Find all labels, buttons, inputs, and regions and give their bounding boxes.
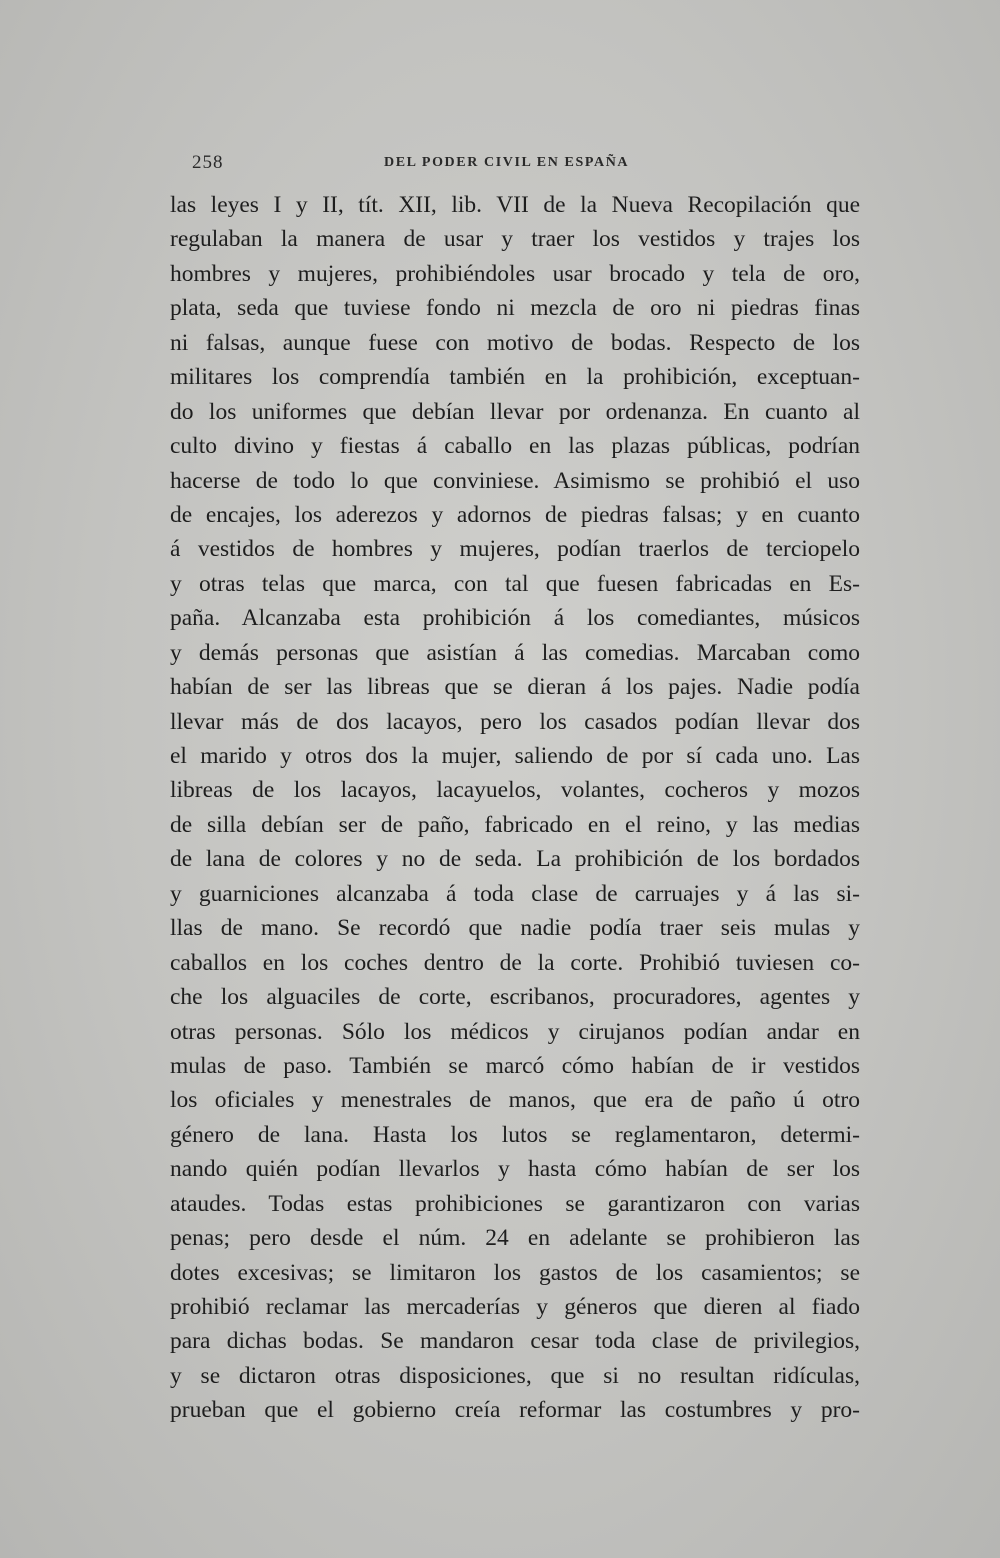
text-line: y guarniciones alcanzaba á toda clase de carruajes y á las si- — [170, 880, 860, 907]
text-line: llevar más de dos lacayos, pero los casados podían llevar dos — [170, 708, 860, 735]
text-line: prueban que el gobierno creía reformar las costumbres y pro- — [170, 1397, 860, 1424]
text-line: hombres y mujeres, prohibiéndoles usar brocado y tela de oro, — [170, 260, 860, 287]
text-line: de lana de colores y no de seda. La prohibición de los bordados — [170, 846, 860, 873]
text-line: para dichas bodas. Se mandaron cesar toda clase de privilegios, — [170, 1328, 860, 1355]
text-line: nando quién podían llevarlos y hasta cómo habían de ser los — [170, 1156, 860, 1183]
text-line: paña. Alcanzaba esta prohibición á los comediantes, músicos — [170, 605, 860, 632]
text-line: y otras telas que marca, con tal que fuesen fabricadas en Es- — [170, 570, 860, 597]
text-line: de encajes, los aderezos y adornos de piedras falsas; y en cuanto — [170, 501, 860, 528]
text-line: el marido y otros dos la mujer, saliendo de por sí cada uno. Las — [170, 743, 860, 769]
text-line: las leyes I y II, tít. XII, lib. VII de la Nueva Recopilación que — [170, 192, 860, 218]
text-line: de silla debían ser de paño, fabricado en el reino, y las medias — [170, 811, 860, 838]
text-line: prohibió reclamar las mercaderías y géneros que dieren al fiado — [170, 1294, 860, 1320]
text-line: llas de mano. Se recordó que nadie podía traer seis mulas y — [170, 915, 860, 942]
text-line: y demás personas que asistían á las comedias. Marcaban como — [170, 639, 860, 666]
text-line: libreas de los lacayos, lacayuelos, volantes, cocheros y mozos — [170, 777, 860, 804]
text-line: ni falsas, aunque fuese con motivo de bodas. Respecto de los — [170, 329, 860, 356]
text-line: los oficiales y menestrales de manos, que era de paño ú otro — [170, 1087, 860, 1114]
text-line: che los alguaciles de corte, escribanos, procuradores, agentes y — [170, 984, 860, 1011]
text-line: género de lana. Hasta los lutos se reglamentaron, determi- — [170, 1121, 860, 1148]
text-line: otras personas. Sólo los médicos y cirujanos podían andar en — [170, 1018, 860, 1045]
page-header — [192, 152, 852, 176]
text-line: y se dictaron otras disposiciones, que si no resultan ridículas, — [170, 1362, 860, 1389]
text-line: habían de ser las libreas que se dieran á los pajes. Nadie podía — [170, 674, 860, 701]
text-line: dotes excesivas; se limitaron los gastos de los casamientos; se — [170, 1259, 860, 1286]
text-line: mulas de paso. También se marcó cómo habían de ir vestidos — [170, 1052, 860, 1079]
text-line: militares los comprendía también en la prohibición, exceptuan- — [170, 364, 860, 391]
running-head: DEL PODER CIVIL EN ESPAÑA — [384, 155, 630, 170]
text-line: culto divino y fiestas á caballo en las plazas públicas, podrían — [170, 433, 860, 460]
text-line: regulaban la manera de usar y traer los vestidos y trajes los — [170, 226, 860, 253]
text-line: á vestidos de hombres y mujeres, podían traerlos de terciopelo — [170, 536, 860, 563]
text-line: hacerse de todo lo que conviniese. Asimismo se prohibió el uso — [170, 467, 860, 494]
text-line: do los uniformes que debían llevar por ordenanza. En cuanto al — [170, 398, 860, 425]
text-line: penas; pero desde el núm. 24 en adelante se prohibieron las — [170, 1225, 860, 1252]
body-text — [170, 188, 860, 1428]
text-line: caballos en los coches dentro de la corte. Prohibió tuviesen co- — [170, 949, 860, 976]
page-number: 258 — [192, 152, 224, 173]
text-line: plata, seda que tuviese fondo ni mezcla de oro ni piedras finas — [170, 295, 860, 322]
text-line: ataudes. Todas estas prohibiciones se garantizaron con varias — [170, 1190, 860, 1217]
